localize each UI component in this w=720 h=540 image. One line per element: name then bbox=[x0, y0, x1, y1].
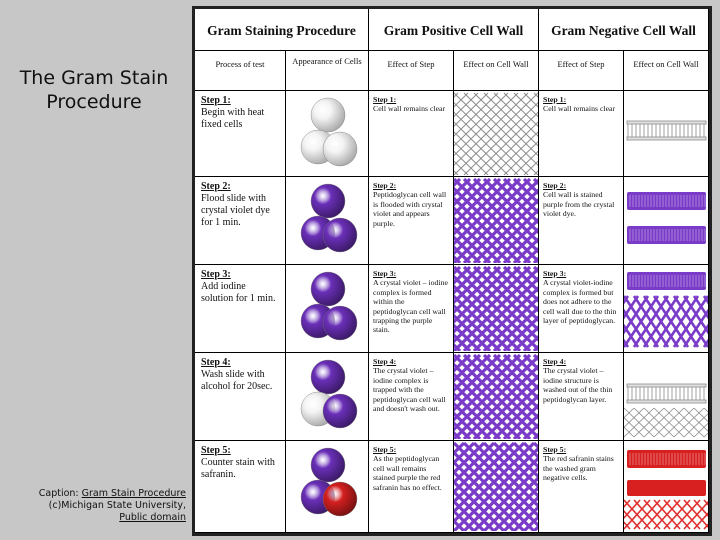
bacterial-cell bbox=[323, 394, 357, 428]
step-1-positive-wall bbox=[454, 91, 539, 177]
bacterial-cell bbox=[323, 482, 357, 516]
thick-peptidoglycan-mesh bbox=[454, 353, 539, 439]
step-3-negative-wall bbox=[624, 265, 709, 353]
step-5-pos-effect bbox=[369, 441, 454, 533]
step-label: Step 4: bbox=[543, 357, 567, 366]
step-description: Flood slide with crystal violet dye for 1 min. bbox=[201, 193, 270, 228]
step-4-neg-effect bbox=[539, 353, 624, 441]
step-5-appearance bbox=[286, 441, 369, 533]
thin-cell-wall-layer bbox=[624, 353, 709, 439]
step-description: Cell wall is stained purple from the crystal violet dye. bbox=[543, 190, 615, 219]
step-label: Step 3: bbox=[373, 269, 397, 278]
step-1-appearance bbox=[286, 91, 369, 177]
subheader-pos-wall: Effect on Cell Wall bbox=[454, 51, 539, 91]
step-5-neg-effect bbox=[539, 441, 624, 533]
step-description: The crystal violet – iodine complex is trapped with the peptidoglycan cell wall and doesn't wash out. bbox=[373, 366, 446, 414]
caption-credit: (c)Michigan State University, bbox=[48, 500, 186, 511]
step-2-pos-effect bbox=[369, 177, 454, 265]
step-description: Counter stain with safranin. bbox=[201, 457, 275, 480]
step-2-negative-wall bbox=[624, 177, 709, 265]
image-caption bbox=[6, 488, 186, 524]
step-2-neg-effect bbox=[539, 177, 624, 265]
step-2-process bbox=[195, 177, 286, 265]
step-description: As the peptidoglycan cell wall remains stained purple the red safranin has no effect. bbox=[373, 454, 442, 492]
step-5-negative-wall bbox=[624, 441, 709, 533]
step-1-process bbox=[195, 91, 286, 177]
step-2-positive-wall bbox=[454, 177, 539, 265]
subheader-neg-wall: Effect on Cell Wall bbox=[624, 51, 709, 91]
step-label: Step 5: bbox=[201, 445, 231, 456]
step-3-positive-wall bbox=[454, 265, 539, 353]
thick-peptidoglycan-mesh bbox=[454, 177, 539, 263]
step-4-pos-effect bbox=[369, 353, 454, 441]
step-2-appearance bbox=[286, 177, 369, 265]
step-label: Step 1: bbox=[201, 95, 231, 106]
bacterial-cell bbox=[323, 132, 357, 166]
header-procedure: Gram Staining Procedure bbox=[195, 9, 369, 51]
thin-cell-wall-layer bbox=[624, 441, 709, 531]
caption-prefix: Caption: bbox=[38, 488, 82, 499]
thin-cell-wall-layer bbox=[624, 177, 709, 263]
step-label: Step 4: bbox=[201, 357, 231, 368]
gram-stain-figure bbox=[192, 6, 712, 536]
cell-appearance-illustration bbox=[286, 177, 369, 263]
step-description: The red safranin stains the washed gram negative cells. bbox=[543, 454, 614, 483]
thin-cell-wall-layer bbox=[624, 265, 709, 351]
step-1-negative-wall bbox=[624, 91, 709, 177]
bacterial-cell bbox=[311, 98, 345, 132]
subheader-process: Process of test bbox=[195, 51, 286, 91]
step-4-process bbox=[195, 353, 286, 441]
thick-peptidoglycan-mesh bbox=[454, 265, 539, 351]
thin-cell-wall-layer bbox=[624, 91, 709, 175]
step-description: Begin with heat fixed cells bbox=[201, 107, 265, 130]
step-1-pos-effect bbox=[369, 91, 454, 177]
bacterial-cell bbox=[311, 184, 345, 218]
step-4-positive-wall bbox=[454, 353, 539, 441]
step-5-process bbox=[195, 441, 286, 533]
caption-source-link[interactable]: Gram Stain Procedure bbox=[81, 488, 186, 499]
cell-appearance-illustration bbox=[286, 91, 369, 175]
step-label: Step 3: bbox=[201, 269, 231, 280]
step-label: Step 5: bbox=[543, 445, 567, 454]
subheader-neg-effect: Effect of Step bbox=[539, 51, 624, 91]
cell-appearance-illustration bbox=[286, 265, 369, 351]
step-label: Step 4: bbox=[373, 357, 397, 366]
step-4-negative-wall bbox=[624, 353, 709, 441]
step-label: Step 1: bbox=[543, 95, 567, 104]
step-3-pos-effect bbox=[369, 265, 454, 353]
header-negative: Gram Negative Cell Wall bbox=[539, 9, 709, 51]
bacterial-cell bbox=[311, 360, 345, 394]
slide-title: The Gram Stain Procedure bbox=[19, 67, 169, 113]
bacterial-cell bbox=[323, 306, 357, 340]
step-label: Step 3: bbox=[543, 269, 567, 278]
step-label: Step 5: bbox=[373, 445, 397, 454]
subheader-appearance: Appearance of Cells bbox=[286, 51, 369, 91]
step-description: Peptidoglycan cell wall is flooded with crystal violet and appears purple. bbox=[373, 190, 447, 228]
step-4-appearance bbox=[286, 353, 369, 441]
header-positive: Gram Positive Cell Wall bbox=[369, 9, 539, 51]
step-label: Step 2: bbox=[373, 181, 397, 190]
bacterial-cell bbox=[311, 448, 345, 482]
thick-peptidoglycan-mesh bbox=[454, 91, 539, 175]
thick-peptidoglycan-mesh bbox=[454, 441, 539, 531]
caption-license-link[interactable]: Public domain bbox=[119, 512, 186, 523]
subheader-pos-effect: Effect of Step bbox=[369, 51, 454, 91]
step-description: A crystal violet-iodine complex is formed but does not adhere to the cell wall due to the thin layer of peptidoglycan. bbox=[543, 278, 617, 326]
step-description: A crystal violet – iodine complex is formed within the peptidoglycan cell wall trapping the purple stain. bbox=[373, 278, 448, 335]
step-5-positive-wall bbox=[454, 441, 539, 533]
step-description: Add iodine solution for 1 min. bbox=[201, 281, 276, 304]
cell-appearance-illustration bbox=[286, 353, 369, 439]
gram-stain-table bbox=[195, 9, 709, 533]
cell-appearance-illustration bbox=[286, 441, 369, 531]
step-description: Wash slide with alcohol for 20sec. bbox=[201, 369, 273, 392]
step-description: Cell wall remains clear bbox=[543, 104, 616, 114]
step-description: The crystal violet – iodine structure is washed out of the thin peptidoglycan layer. bbox=[543, 366, 613, 404]
step-label: Step 2: bbox=[201, 181, 231, 192]
step-3-appearance bbox=[286, 265, 369, 353]
bacterial-cell bbox=[311, 272, 345, 306]
step-label: Step 2: bbox=[543, 181, 567, 190]
step-3-neg-effect bbox=[539, 265, 624, 353]
step-description: Cell wall remains clear bbox=[373, 104, 446, 114]
step-3-process bbox=[195, 265, 286, 353]
step-1-neg-effect bbox=[539, 91, 624, 177]
bacterial-cell bbox=[323, 218, 357, 252]
step-label: Step 1: bbox=[373, 95, 397, 104]
